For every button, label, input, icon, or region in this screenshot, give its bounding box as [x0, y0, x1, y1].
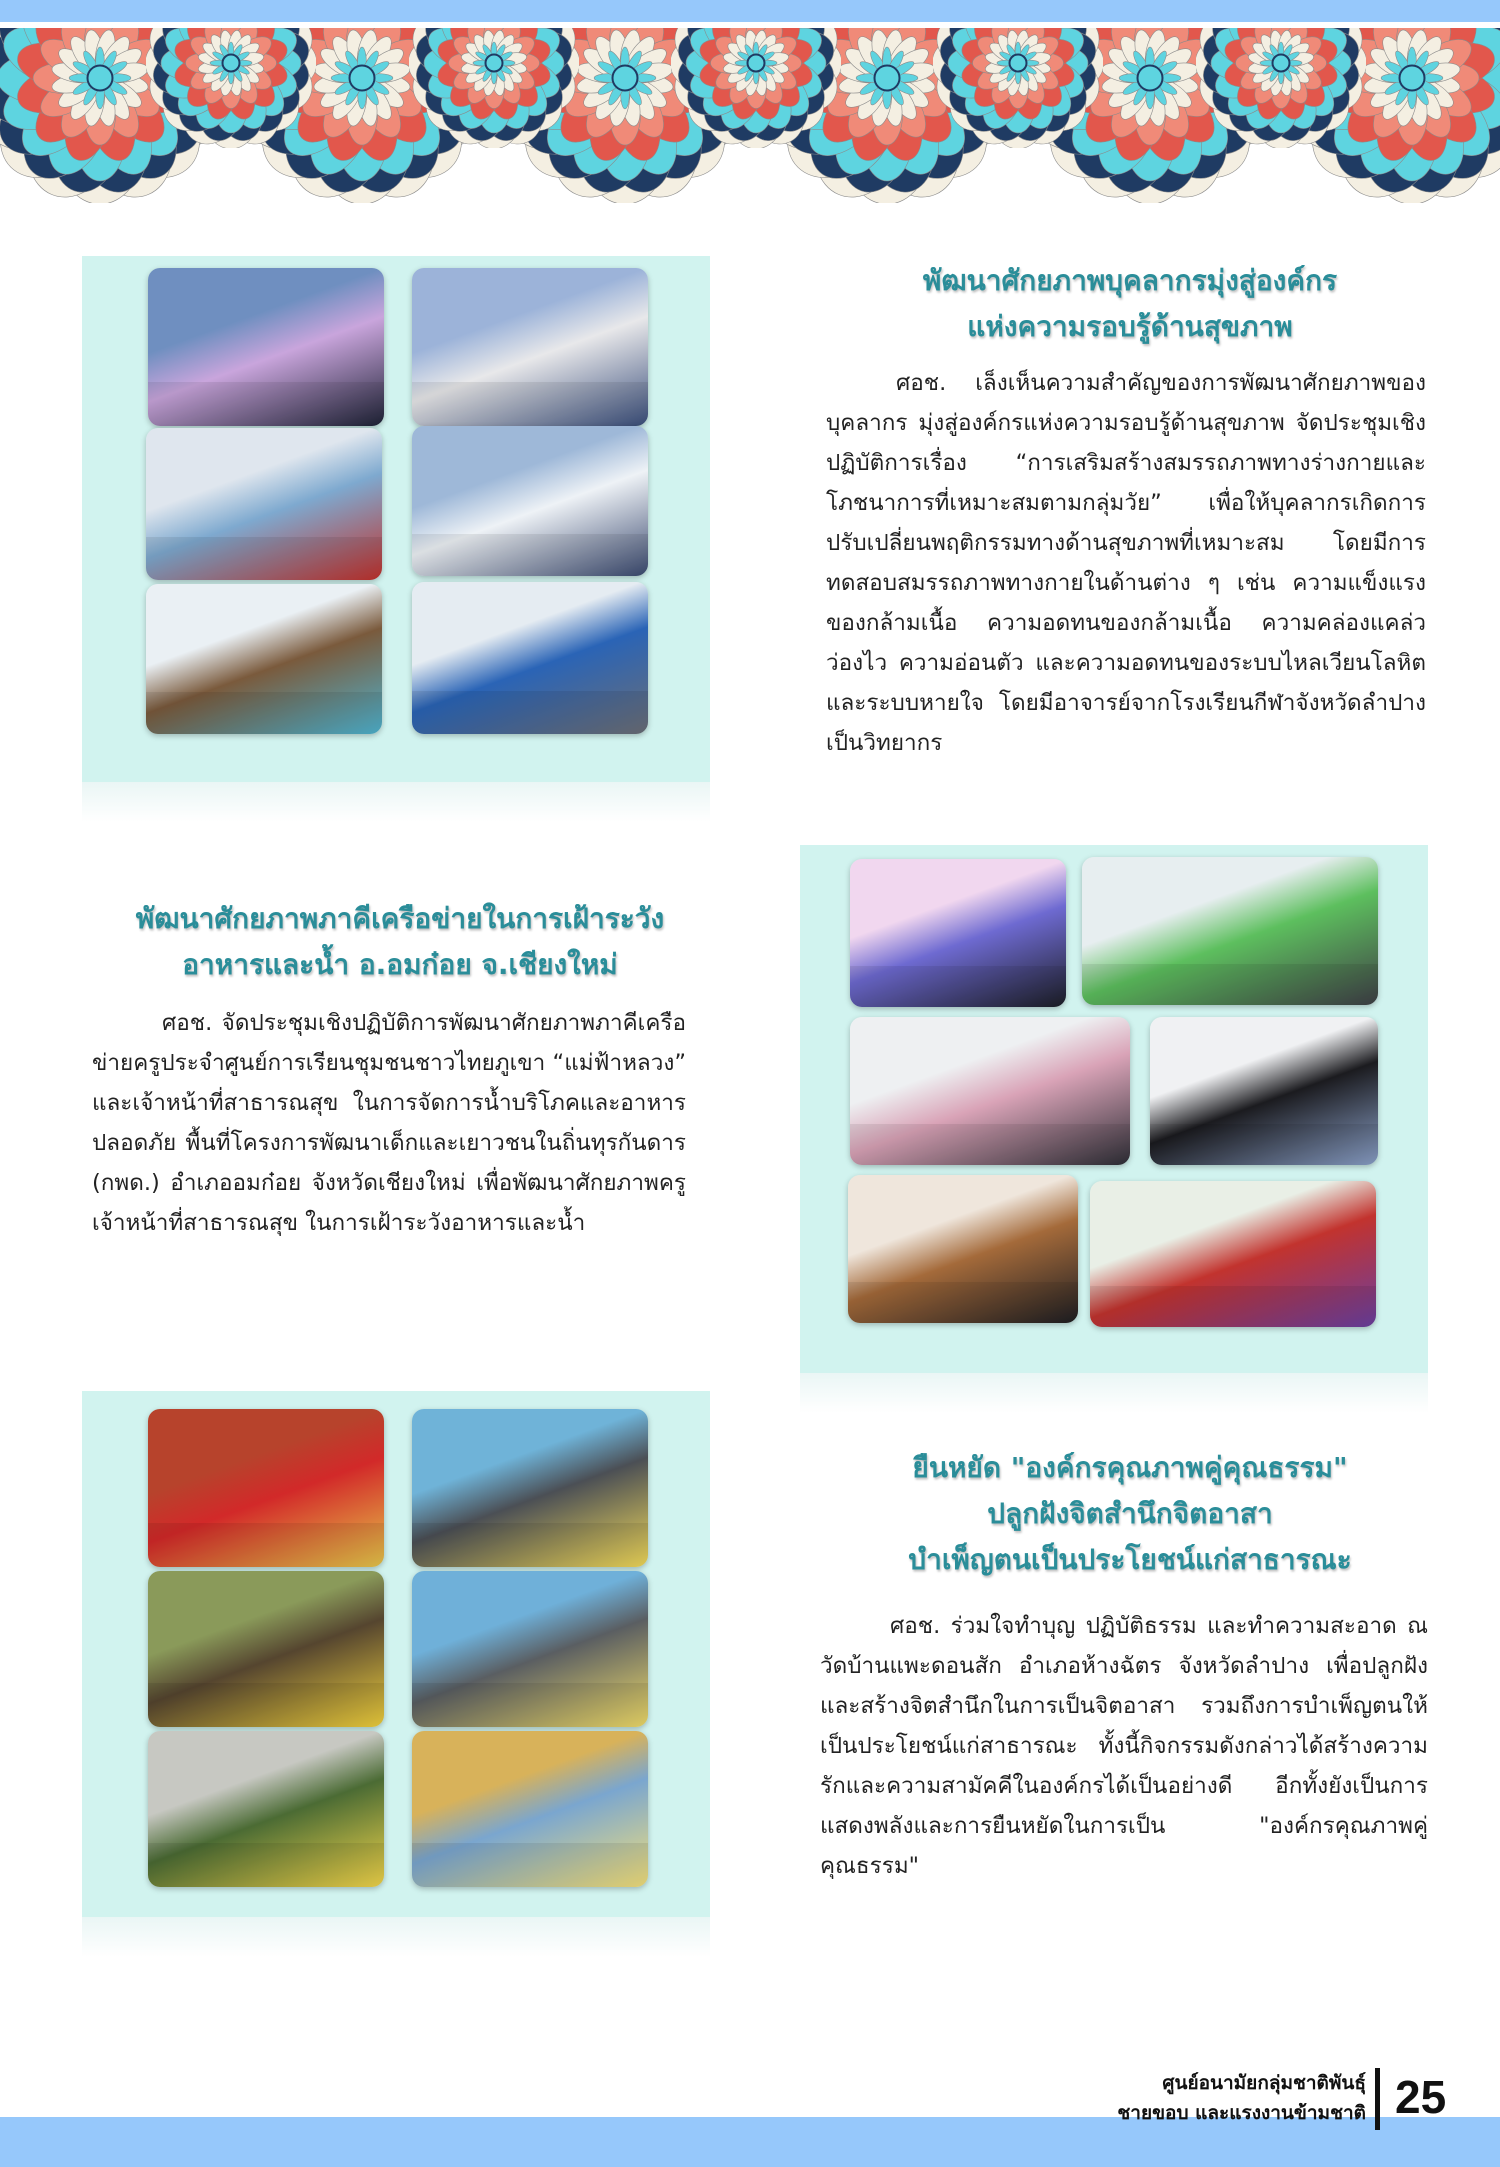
section-title-food-water: [80, 896, 720, 988]
title-line: ปลูกฝังจิตสำนึกจิตอาสา: [987, 1497, 1273, 1530]
photo-shade: [148, 1523, 384, 1567]
section-body-staff-health: [826, 363, 1426, 763]
panel-reflection: [800, 1373, 1428, 1413]
photo-sweeping-yard: [148, 1571, 384, 1727]
photo-demonstration: [1150, 1017, 1378, 1165]
photo-collage-volunteer: [82, 1391, 710, 1917]
photo-shade: [412, 691, 648, 734]
panel-reflection: [82, 782, 710, 822]
title-line: ยืนหยัด "องค์กรคุณภาพคู่คุณธรรม": [912, 1451, 1348, 1484]
photo-shade: [1082, 964, 1378, 1005]
org-line: ชายขอบ และแรงงานข้ามชาติ: [1117, 2102, 1366, 2124]
mandala-icon: [146, 28, 316, 148]
photo-shade: [850, 966, 1066, 1007]
title-line: พัฒนาศักยภาพภาคีเครือข่ายในการเฝ้าระวัง: [135, 902, 665, 935]
photo-group-work: [1090, 1181, 1376, 1327]
photo-sweeping-path: [148, 1731, 384, 1887]
photo-collage-staff-health: [82, 256, 710, 782]
photo-shade: [848, 1282, 1078, 1323]
photo-presenter: [850, 859, 1066, 1007]
photo-temple-merit: [148, 1409, 384, 1567]
photo-participants: [1082, 857, 1378, 1005]
photo-fitness-test: [146, 428, 382, 580]
photo-shade: [412, 534, 648, 576]
title-line: บำเพ็ญตนเป็นประโยชน์แก่สาธารณะ: [908, 1543, 1352, 1576]
mandala-icon: [933, 28, 1103, 148]
paragraph: ศอช. จัดประชุมเชิงปฏิบัติการพัฒนาศักยภาพภาคีเครือข่ายครูประจำศูนย์การเรียนชุมชนชาวไทยภูเขา “แม่ฟ้าหลวง” และเจ้าหน้าที่สาธารณสุข ในการจัดการน้ำบริโภคและอาหารปลอดภัย พื้นที่โครงการพัฒนาเด็กและเยาวชนในถิ่นทุรกันดาร (กพด.) อำเภออมก๋อย จังหวัดเชียงใหม่ เพื่อพัฒนาศักยภาพครู เจ้าหน้าที่สาธารณสุข ในการเฝ้าระวังอาหารและน้ำ: [92, 1010, 686, 1236]
photo-collage-food-water: [800, 845, 1428, 1373]
photo-sit-reach-2: [412, 582, 648, 734]
photo-sit-reach: [146, 584, 382, 734]
mandala-icon: [409, 28, 579, 148]
footer-divider: [1375, 2068, 1380, 2130]
mandala-banner: [0, 28, 1500, 213]
photo-shade: [148, 382, 384, 426]
photo-audience: [412, 426, 648, 576]
photo-water-test: [848, 1175, 1078, 1323]
photo-shade: [148, 1683, 384, 1727]
panel-reflection: [82, 1917, 710, 1957]
photo-shade: [146, 692, 382, 734]
title-line: แห่งความรอบรู้ด้านสุขภาพ: [967, 310, 1293, 343]
photo-shade: [412, 1683, 648, 1727]
photo-speaker: [148, 268, 384, 426]
top-color-band: [0, 0, 1500, 22]
mandala-icon: [1196, 28, 1366, 148]
photo-shade: [148, 1843, 384, 1887]
mandala-icon: [671, 28, 841, 148]
section-body-volunteer: [820, 1606, 1428, 1886]
photo-shade: [412, 382, 648, 426]
section-title-volunteer: [810, 1445, 1450, 1583]
photo-shade: [146, 537, 382, 580]
org-line: ศูนย์อนามัยกลุ่มชาติพันธุ์: [1162, 2072, 1366, 2094]
title-line: พัฒนาศักยภาพบุคลากรมุ่งสู่องค์กร: [922, 264, 1338, 297]
photo-group: [412, 268, 648, 426]
section-body-food-water: [92, 1003, 686, 1243]
page-number: 25: [1395, 2071, 1447, 2123]
photo-shade: [850, 1124, 1130, 1165]
photo-group-classroom: [850, 1017, 1130, 1165]
photo-shade: [412, 1523, 648, 1567]
paragraph: ศอช. เล็งเห็นความสำคัญของการพัฒนาศักยภาพของบุคลากร มุ่งสู่องค์กรแห่งความรอบรู้ด้านสุขภาพ จัดประชุมเชิงปฏิบัติการเรื่อง “การเสริมสร้างสมรรถภาพทางร่างกายและโภชนาการที่เหมาะสมตามกลุ่มวัย” เพื่อให้บุคลากรเกิดการปรับเปลี่ยนพฤติกรรมทางด้านสุขภาพที่เหมาะสม โดยมีการทดสอบสมรรถภาพทางกายในด้านต่าง ๆ เช่น ความแข็งแรงของกล้ามเนื้อ ความอดทนของกล้ามเนื้อ ความคล่องแคล่วว่องไว ความอ่อนตัว และความอดทนของระบบไหลเวียนโลหิตและระบบหายใจ โดยมีอาจารย์จากโรงเรียนกีฬาจังหวัดลำปาง เป็นวิทยากร: [826, 370, 1426, 756]
photo-shade: [1090, 1286, 1376, 1327]
photo-shade: [412, 1843, 648, 1887]
photo-shade: [1150, 1124, 1378, 1165]
photo-cleaning-restroom-2: [412, 1571, 648, 1727]
footer-organization: [1117, 2068, 1366, 2128]
photo-group-temple: [412, 1731, 648, 1887]
title-line: อาหารและน้ำ อ.อมก๋อย จ.เชียงใหม่: [182, 948, 618, 981]
paragraph: ศอช. ร่วมใจทำบุญ ปฏิบัติธรรม และทำความสะอาด ณ วัดบ้านแพะดอนสัก อำเภอห้างฉัตร จังหวัดลำปาง เพื่อปลูกฝังและสร้างจิตสำนึกในการเป็นจิตอาสา รวมถึงการบำเพ็ญตนให้เป็นประโยชน์แก่สาธารณะ ทั้งนี้กิจกรรมดังกล่าวได้สร้างความรักและความสามัคคีในองค์กรได้เป็นอย่างดี อีกทั้งยังเป็นการแสดงพลังและการยืนหยัดในการเป็น "องค์กรคุณภาพคู่คุณธรรม": [820, 1613, 1428, 1879]
section-title-staff-health: [810, 258, 1450, 350]
photo-cleaning-restroom: [412, 1409, 648, 1567]
